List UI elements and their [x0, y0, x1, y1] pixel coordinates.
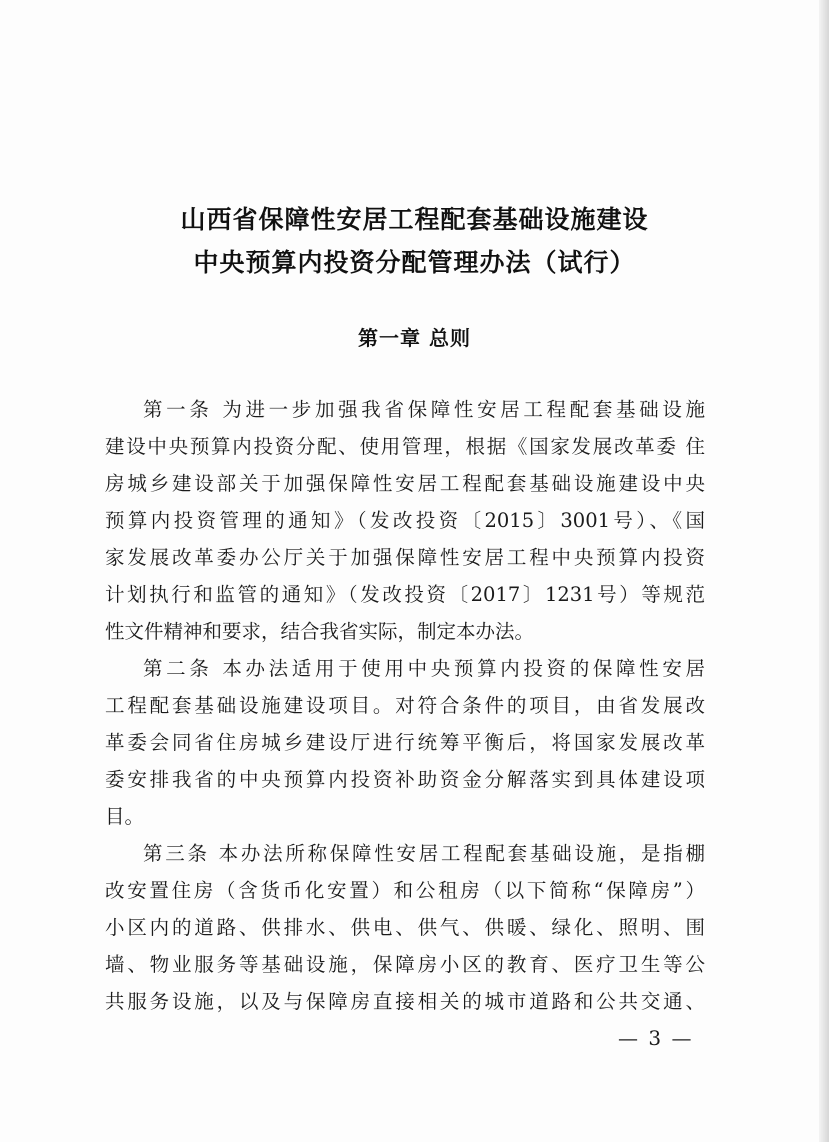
body-line: 共服务设施，以及与保障房直接相关的城市道路和公共交通、: [105, 990, 705, 1013]
body-line: 小区内的道路、供排水、供电、供气、供暖、绿化、照明、围: [105, 916, 705, 939]
body-line: 第二条 本办法适用于使用中央预算内投资的保障性安居: [143, 657, 705, 680]
body-line: 改安置住房（含货币化安置）和公租房（以下简称“保障房”）: [105, 879, 705, 902]
body-line: 建设中央预算内投资分配、使用管理，根据《国家发展改革委 住: [105, 435, 705, 458]
body-line: 房城乡建设部关于加强保障性安居工程配套基础设施建设中央: [105, 472, 705, 495]
body-line: 第三条 本办法所称保障性安居工程配套基础设施，是指棚: [143, 842, 705, 865]
page-number: — 3 —: [618, 1026, 694, 1050]
body-line: 革委会同省住房城乡建设厅进行统筹平衡后，将国家发展改革: [105, 731, 705, 754]
body-line: 第一条 为进一步加强我省保障性安居工程配套基础设施: [143, 398, 705, 421]
body-line: 性文件精神和要求，结合我省实际，制定本办法。: [105, 620, 535, 643]
body-line: 墙、物业服务等基础设施，保障房小区的教育、医疗卫生等公: [105, 953, 705, 976]
body-line: 目。: [105, 805, 145, 828]
chapter-heading: 第一章 总则: [358, 326, 471, 350]
document-title-line-2: 中央预算内投资分配管理办法（试行）: [193, 248, 636, 277]
body-line: 委安排我省的中央预算内投资补助资金分解落实到具体建设项: [105, 768, 705, 791]
document-title-line-1: 山西省保障性安居工程配套基础设施建设: [180, 205, 649, 234]
body-line: 预算内投资管理的通知》（发改投资〔2015〕3001号）、《国: [105, 509, 705, 532]
body-line: 计划执行和监管的通知》（发改投资〔2017〕1231号）等规范: [105, 583, 705, 606]
body-line: 家发展改革委办公厅关于加强保障性安居工程中央预算内投资: [105, 546, 705, 569]
body-line: 工程配套基础设施建设项目。对符合条件的项目，由省发展改: [105, 694, 705, 717]
page-edge-shadow: [819, 0, 829, 1142]
